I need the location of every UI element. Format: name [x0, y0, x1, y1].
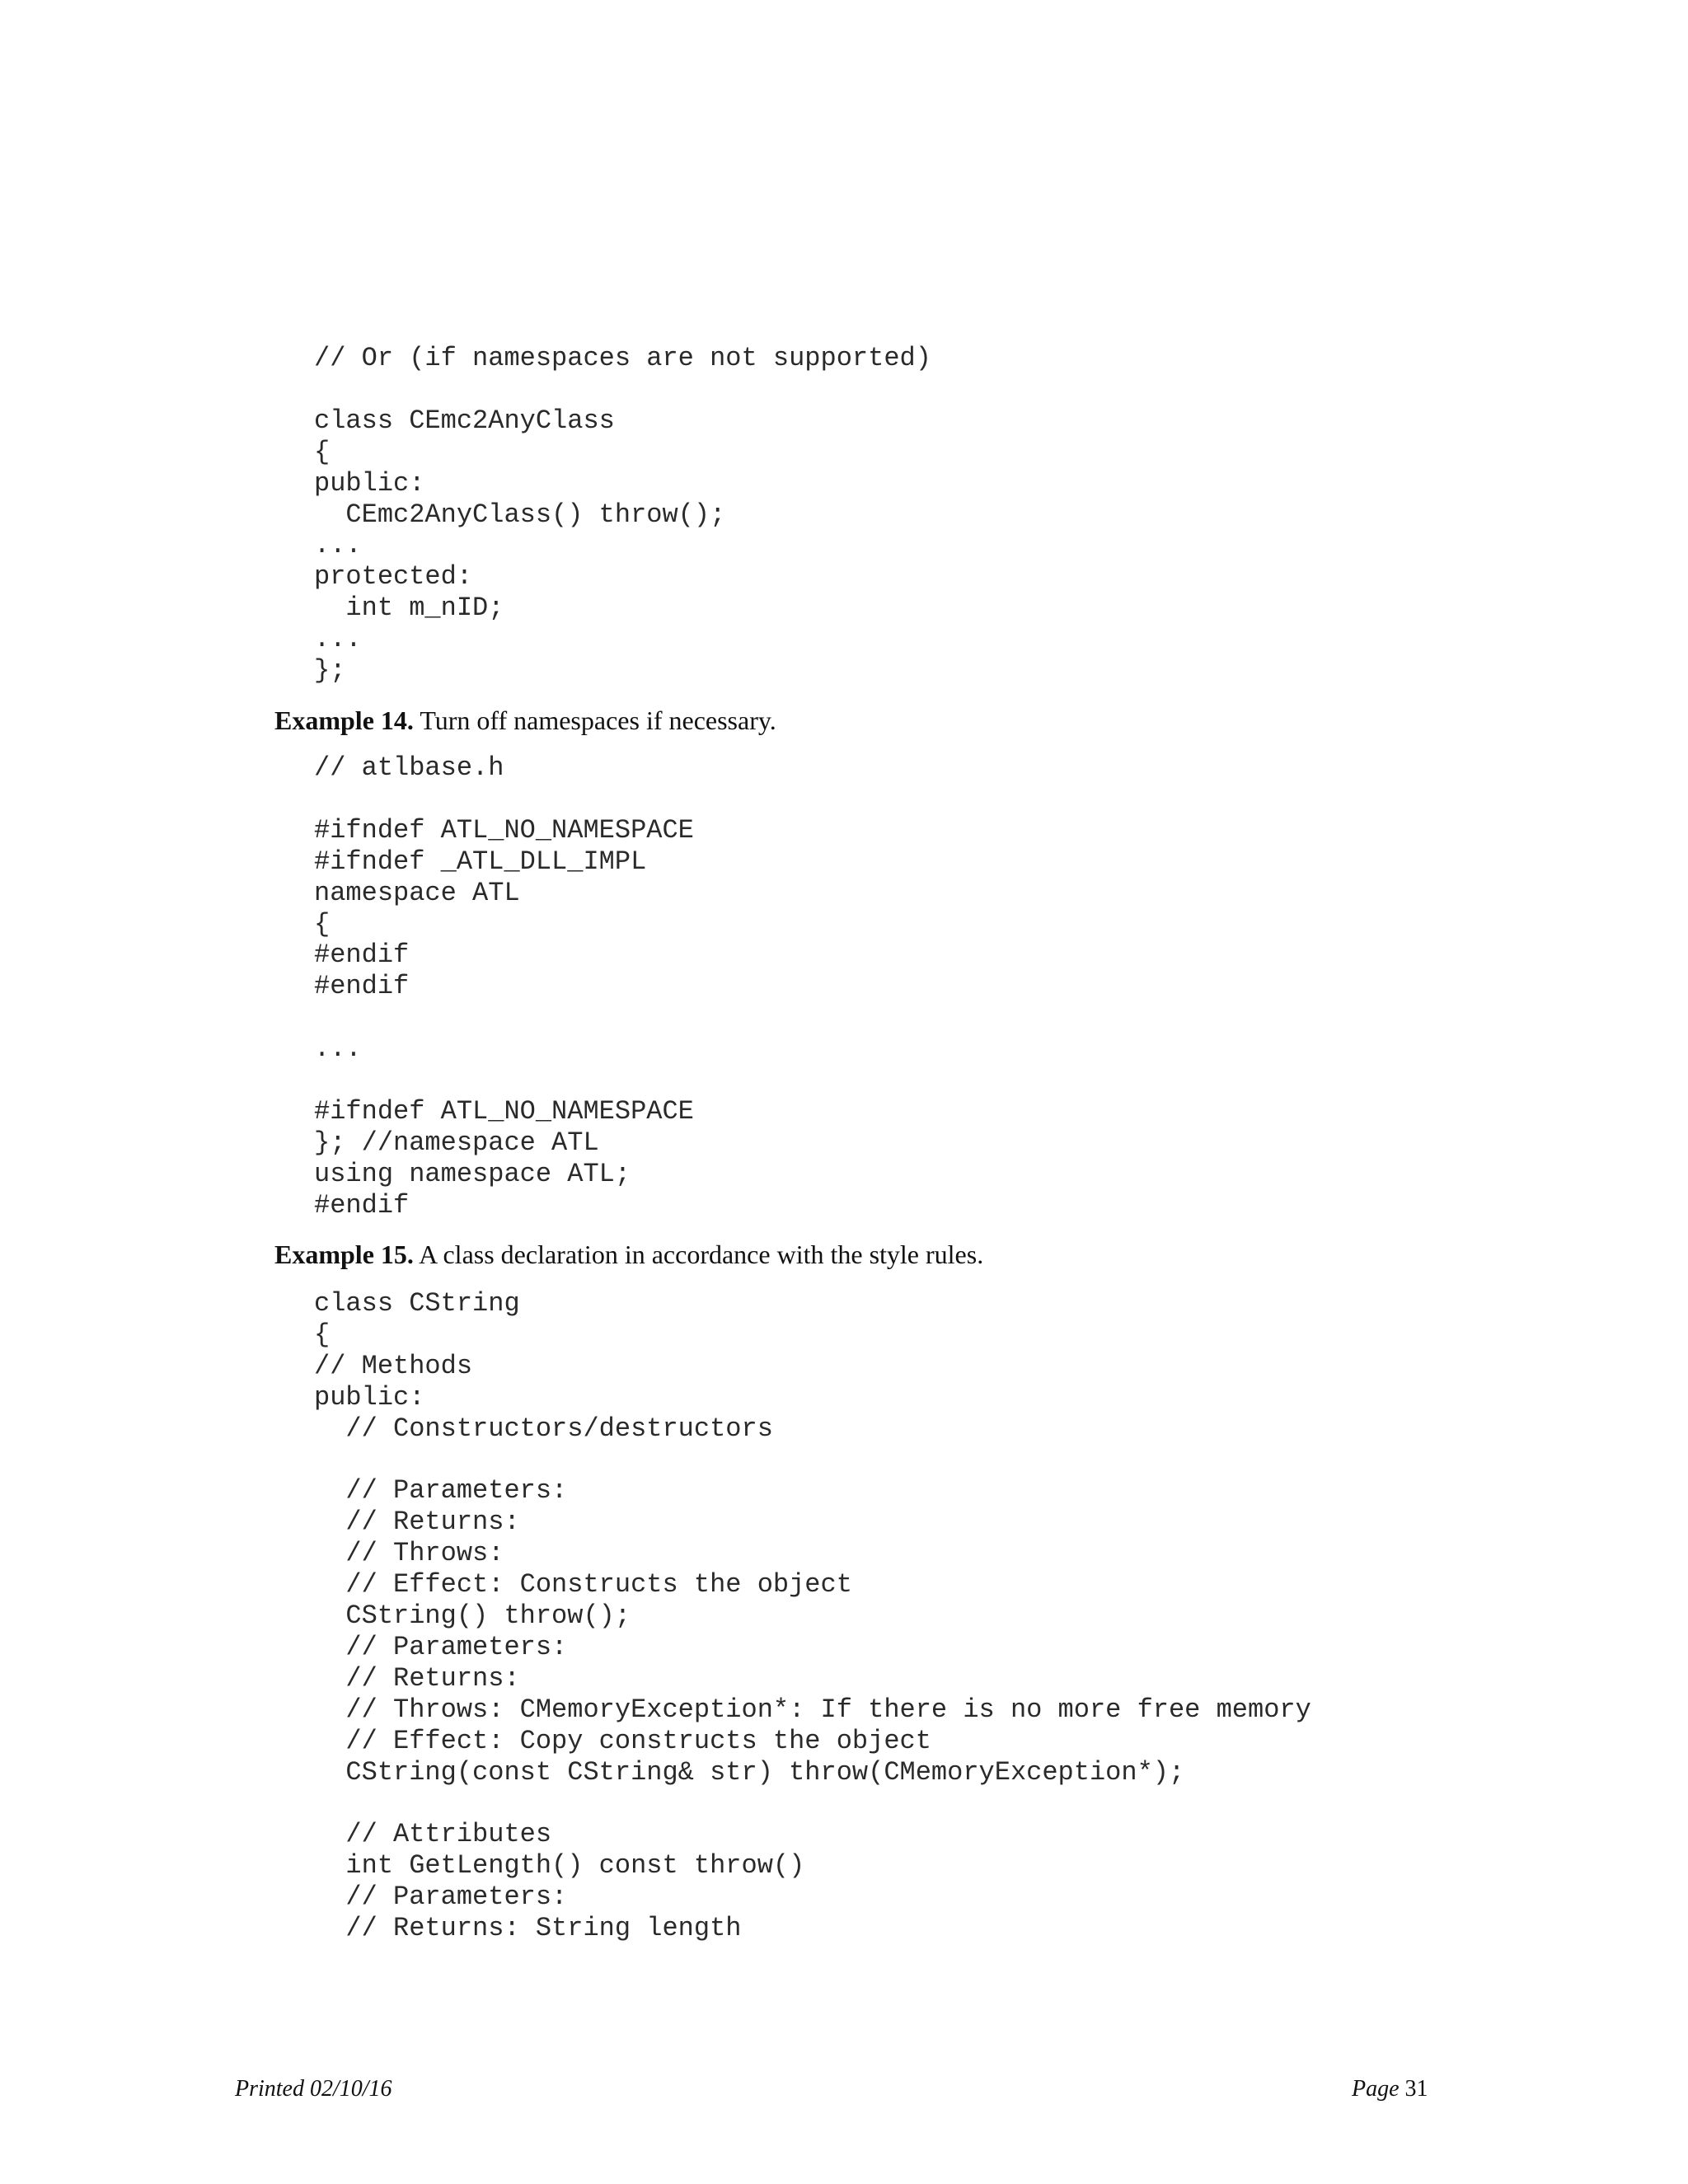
- footer-printed-date: Printed 02/10/16: [235, 2076, 392, 2102]
- footer-page-label: Page: [1352, 2076, 1405, 2102]
- code-block-namespace-fallback: // Or (if namespaces are not supported) class CEmc2AnyClass { public: CEmc2AnyClass() throw(); ... protected: int m_nID; ... };: [314, 343, 931, 687]
- footer-page-number: [1352, 2075, 1428, 2103]
- code-block-cstring-class: class CString { // Methods public: // Constructors/destructors // Parameters: // Returns: // Throws: // Effect: Constructs the object CString() throw(); // Parameters: // Returns: // Throws: CMemoryException*: If there is no more free memory // Effect: Copy constructs the object CString(const CString& str) throw(CMemoryException*); // Attributes int GetLength() const throw() // Parameters: // Returns: String length: [314, 1288, 1311, 1944]
- example-14-label: Example 14.: [274, 705, 414, 735]
- example-15-caption: [274, 1238, 983, 1271]
- code-block-atlbase: // atlbase.h #ifndef ATL_NO_NAMESPACE #ifndef _ATL_DLL_IMPL namespace ATL { #endif #endif ... #ifndef ATL_NO_NAMESPACE }; //namespace ATL using namespace ATL; #endif: [314, 752, 694, 1221]
- footer-page-num: 31: [1404, 2076, 1428, 2102]
- example-15-text: A class declaration in accordance with the style rules.: [413, 1240, 984, 1269]
- example-14-text: Turn off namespaces if necessary.: [413, 705, 776, 735]
- example-15-label: Example 15.: [274, 1240, 414, 1269]
- example-14-caption: [274, 704, 776, 737]
